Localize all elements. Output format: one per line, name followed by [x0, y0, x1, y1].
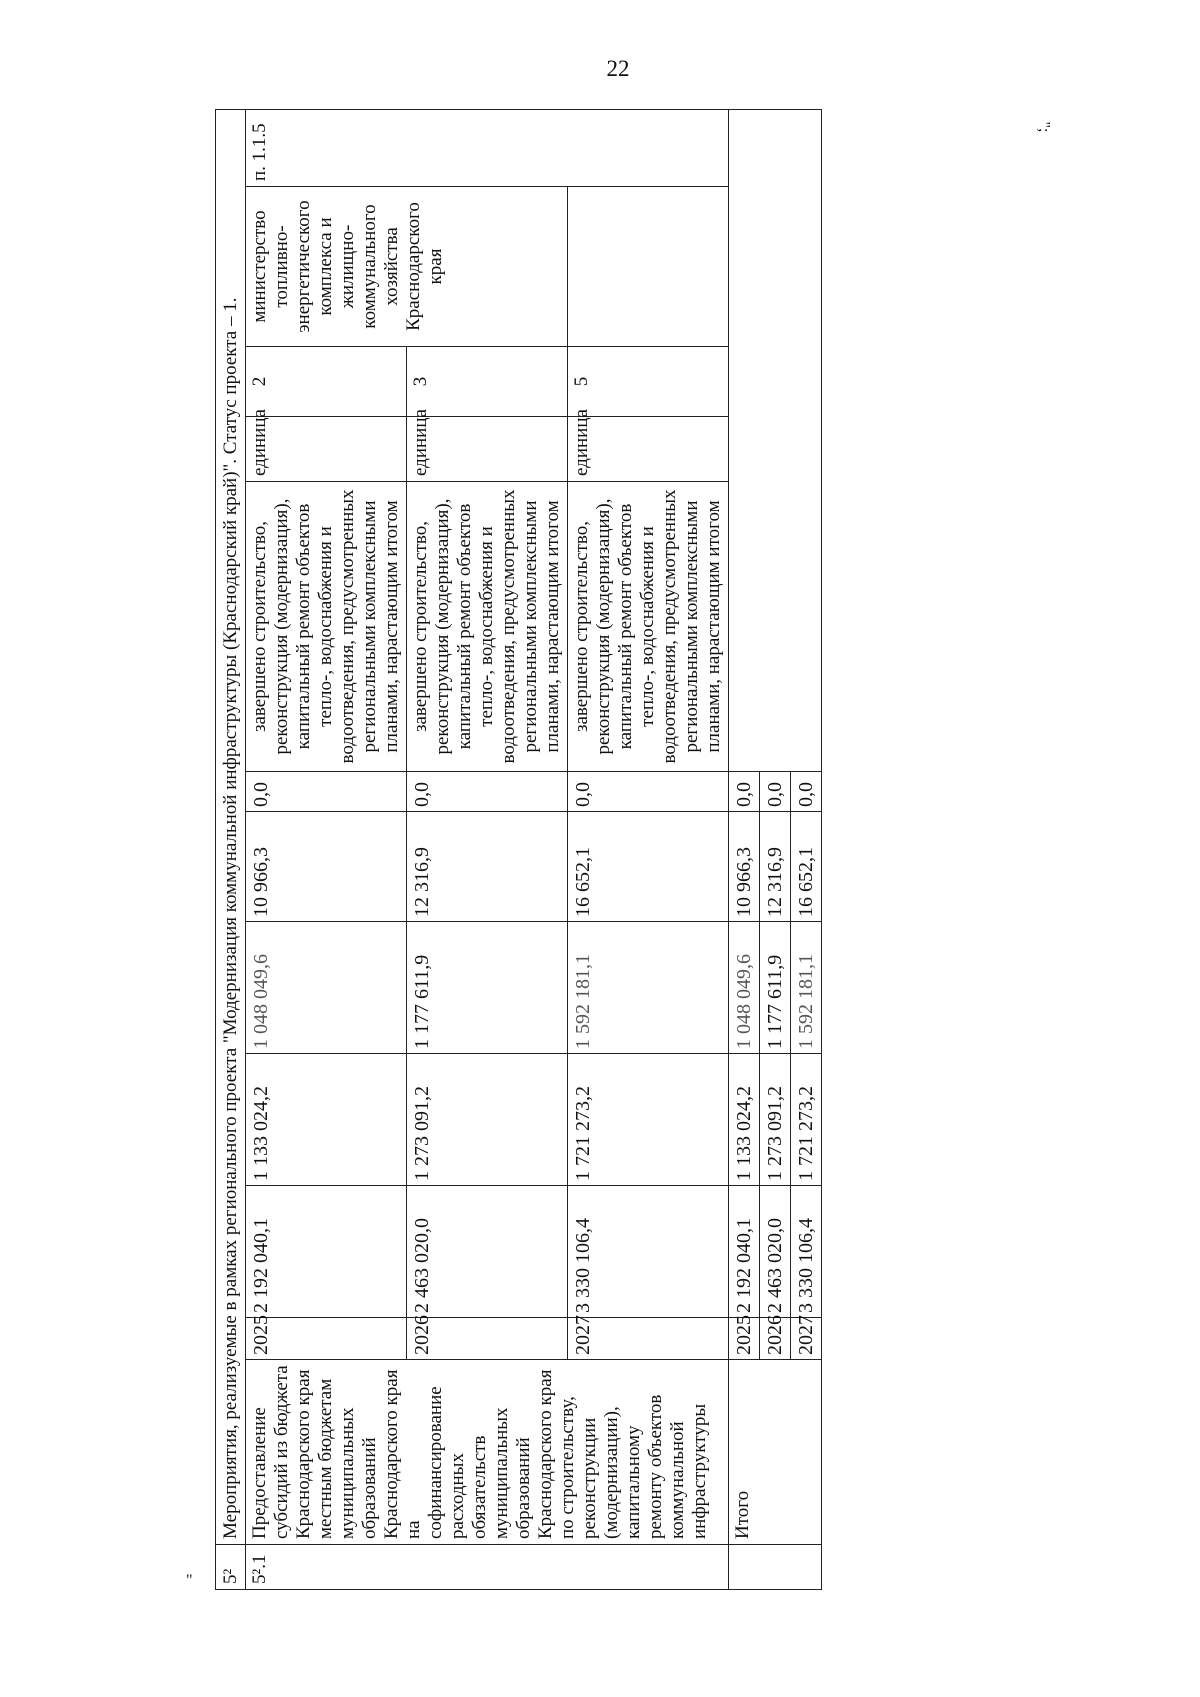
extrabudget-cell: 0,0 — [760, 772, 791, 812]
local-budget-cell: 10 966,3 — [729, 812, 760, 922]
section-number: 5² — [216, 1545, 246, 1590]
result-cell: завершено строительство, реконструкция (модернизация), капитальный ремонт объектов тепло-, водоснабжения и водоотведения, предусмотренных региональными комплексными планами, нарастающим итогом — [568, 482, 729, 772]
local-budget-cell: 12 316,9 — [760, 812, 791, 922]
extrabudget-cell: 0,0 — [791, 772, 822, 812]
year-cell: 2025 — [246, 1318, 407, 1360]
clause-cell: п. 1.1.5 — [246, 109, 729, 186]
empty-cell — [568, 187, 729, 347]
executor-cell: министерство топливно-энергетического комплекса и жилищно-коммунального хозяйства Краснодарского края — [246, 187, 568, 347]
total-label: Итого — [729, 1360, 822, 1545]
local-budget-cell: 16 652,1 — [568, 812, 729, 922]
extrabudget-cell: 0,0 — [407, 772, 568, 812]
total-cell: 3 330 106,4 — [568, 1186, 729, 1318]
item-name: Предоставление субсидий из бюджета Краснодарского края местным бюджетам муниципальных образований Краснодарского края на софинансирование расходных обязательств муниципальных образований Краснодарского края по строительству, реконструкции (модернизации), капитальному ремонту объектов коммунальной инфраструктуры — [246, 1360, 729, 1545]
total-cell: 2 192 040,1 — [246, 1186, 407, 1318]
result-cell: завершено строительство, реконструкция (модернизация), капитальный ремонт объектов тепло-, водоснабжения и водоотведения, предусмотренных региональными комплексными планами, нарастающим итогом — [407, 482, 568, 772]
federal-budget-cell: 1 048 049,6 — [246, 922, 407, 1054]
regional-budget-cell: 1 721 273,2 — [791, 1054, 822, 1186]
extrabudget-cell: 0,0 — [246, 772, 407, 812]
federal-budget-cell: 1 592 181,1 — [568, 922, 729, 1054]
extrabudget-cell: 0,0 — [729, 772, 760, 812]
year-cell: 2025 — [729, 1318, 760, 1360]
federal-budget-cell: 1 177 611,9 — [407, 922, 568, 1054]
section-title: Мероприятия, реализуемые в рамках регионального проекта "Модернизация коммунальной инфраструктуры (Краснодарский край)". Статус проекта – 1. — [216, 109, 246, 1544]
value-cell: 2 — [246, 347, 407, 417]
regional-budget-cell: 1 721 273,2 — [568, 1054, 729, 1186]
local-budget-cell: 12 316,9 — [407, 812, 568, 922]
unit-cell: единица — [568, 417, 729, 482]
unit-cell: единица — [407, 417, 568, 482]
rotated-table-container — [215, 110, 1027, 1590]
year-cell: 2027 — [568, 1318, 729, 1360]
table-row — [246, 109, 407, 1589]
total-cell: 2 463 020,0 — [760, 1186, 791, 1318]
federal-budget-cell: 1 177 611,9 — [760, 922, 791, 1054]
year-cell: 2026 — [407, 1318, 568, 1360]
year-cell: 2026 — [760, 1318, 791, 1360]
value-cell: 3 — [407, 347, 568, 417]
regional-budget-cell: 1 273 091,2 — [760, 1054, 791, 1186]
federal-budget-cell: 1 592 181,1 — [791, 922, 822, 1054]
extrabudget-cell: 0,0 — [568, 772, 729, 812]
page-number: 22 — [606, 56, 630, 81]
regional-budget-cell: 1 133 024,2 — [729, 1054, 760, 1186]
total-cell: 2 192 040,1 — [729, 1186, 760, 1318]
section-header-row — [216, 109, 246, 1589]
result-cell: завершено строительство, реконструкция (модернизация), капитальный ремонт объектов тепло-, водоснабжения и водоотведения, предусмотренных региональными комплексными планами, нарастающим итогом — [246, 482, 407, 772]
page-mark: "; — [1035, 121, 1053, 133]
total-cell: 3 330 106,4 — [791, 1186, 822, 1318]
local-budget-cell: 10 966,3 — [246, 812, 407, 922]
year-cell: 2027 — [791, 1318, 822, 1360]
page-mark: " — [186, 1572, 193, 1589]
unit-cell: единица — [246, 417, 407, 482]
regional-budget-cell: 1 133 024,2 — [246, 1054, 407, 1186]
empty-cell — [729, 1545, 822, 1590]
regional-budget-cell: 1 273 091,2 — [407, 1054, 568, 1186]
empty-cell — [729, 109, 822, 771]
local-budget-cell: 16 652,1 — [791, 812, 822, 922]
measures-table — [215, 109, 822, 1590]
total-row — [729, 109, 760, 1589]
federal-budget-cell: 1 048 049,6 — [729, 922, 760, 1054]
total-cell: 2 463 020,0 — [407, 1186, 568, 1318]
item-number: 5².1 — [246, 1545, 729, 1590]
value-cell: 5 — [568, 347, 729, 417]
